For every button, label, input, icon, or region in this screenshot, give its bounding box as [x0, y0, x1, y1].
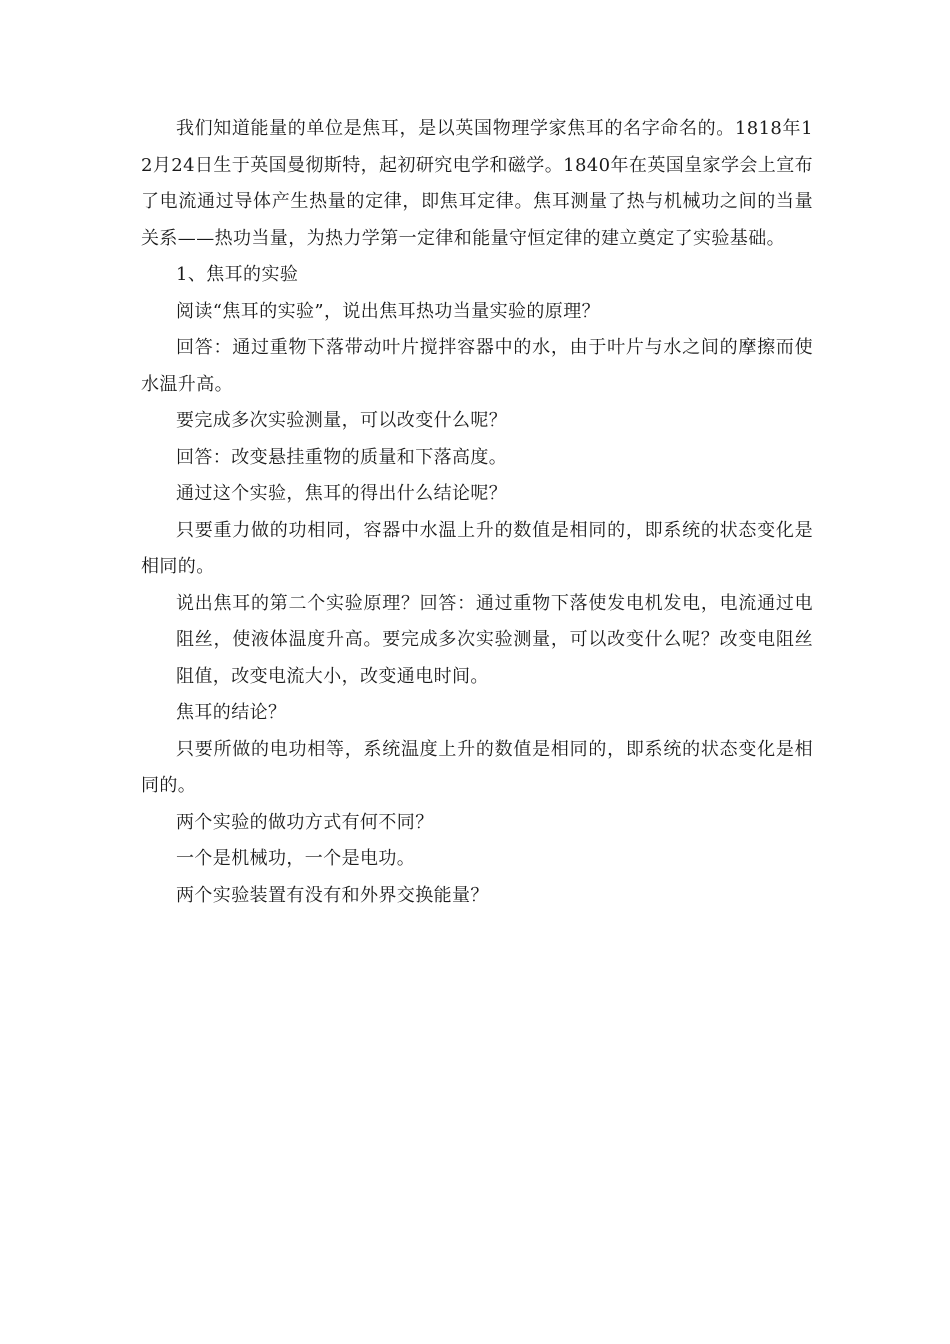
paragraph-answer-repeat: 回答：改变悬挂重物的质量和下落高度。 [176, 446, 508, 468]
paragraph-question-joule-conclusion: 焦耳的结论？ [176, 702, 287, 723]
document-body [141, 111, 813, 914]
paragraph-question-energy-exchange: 两个实验装置有没有和外界交换能量？ [176, 884, 489, 906]
paragraph-question-principle: 阅读“焦耳的实验”，说出焦耳热功当量实验的原理？ [176, 300, 601, 322]
paragraph-answer-work-difference: 一个是机械功，一个是电功。 [176, 848, 416, 869]
paragraph-joule-intro: 我们知道能量的单位是焦耳，是以英国物理学家焦耳的名字命名的。1818年12月24日生于英国曼彻斯特，起初研究电学和磁学。1840年在英国皇家学会上宣布了电流通过导体产生热量的定律，即焦耳定律。焦耳测量了热与机械功之间的当量关系——热功当量，为热力学第一定律和能量守恒定律的建立奠定了实验基础。 [141, 118, 813, 249]
paragraph-question-repeat: 要完成多次实验测量，可以改变什么呢？ [176, 410, 508, 431]
paragraph-answer-joule-conclusion: 只要所做的电功相等，系统温度上升的数值是相同的，即系统的状态变化是相同的。 [141, 738, 813, 796]
paragraph-second-experiment: 说出焦耳的第二个实验原理？回答：通过重物下落使发电机发电，电流通过电阻丝，使液体温度升高。要完成多次实验测量，可以改变什么呢？改变电阻丝阻值，改变电流大小，改变通电时间。 [176, 592, 813, 687]
paragraph-question-conclusion: 通过这个实验，焦耳的得出什么结论呢？ [176, 483, 508, 504]
paragraph-question-work-difference: 两个实验的做功方式有何不同？ [176, 811, 434, 833]
paragraph-answer-principle: 回答：通过重物下落带动叶片搅拌容器中的水，由于叶片与水之间的摩擦而使水温升高。 [141, 337, 813, 395]
section-heading-joule-experiment: 1、焦耳的实验 [176, 264, 299, 285]
paragraph-answer-conclusion: 只要重力做的功相同，容器中水温上升的数值是相同的，即系统的状态变化是相同的。 [141, 519, 813, 577]
